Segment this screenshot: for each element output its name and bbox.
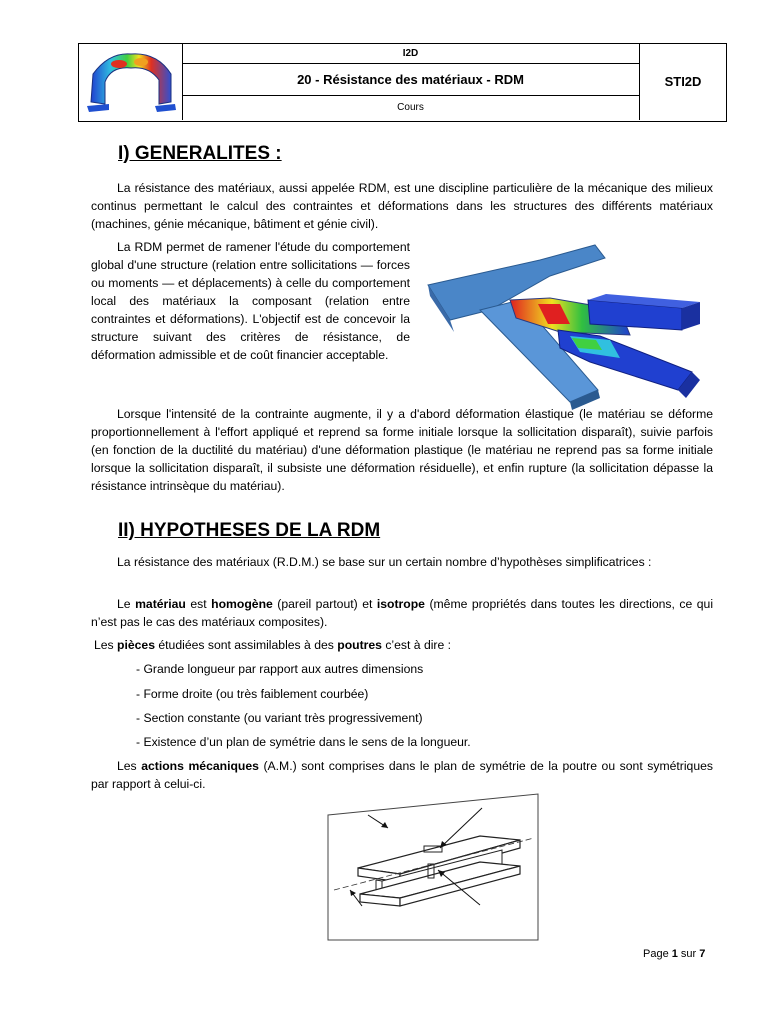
paragraph-mechanical-actions: Les actions mécaniques (A.M.) sont comprises dans le plan de symétrie de la poutre ou sont symétriques par rapport à celui-ci.: [91, 759, 713, 791]
level-label: STI2D: [664, 74, 702, 89]
fea-beam-figure: [420, 240, 715, 410]
header-table: [78, 43, 727, 122]
document-type: Cours: [397, 102, 424, 113]
header-category: I2D: [182, 44, 639, 64]
list-item: - Forme droite (ou très faiblement courbée): [136, 687, 369, 701]
fea-logo-icon: [79, 44, 183, 120]
list-item: - Section constante (ou variant très progressivement): [136, 711, 423, 725]
document-title: 20 - Résistance des matériaux - RDM: [182, 64, 639, 96]
paragraph-hypotheses-intro: La résistance des matériaux (R.D.M.) se base sur un certain nombre d’hypothèses simplificatrices :: [117, 555, 652, 569]
header-middle: [182, 44, 640, 120]
paragraph-intro: La résistance des matériaux, aussi appelée RDM, est une discipline particulière de la mécanique des milieux continus permettant le calcul des contraintes et déformations dans les structures des différents matériaux (machines, génie mécanique, bâtiment et génie civil).: [91, 181, 713, 231]
list-item: - Existence d’un plan de symétrie dans le sens de la longueur.: [136, 735, 471, 749]
paragraph-parts-hypothesis: Les pièces étudiées sont assimilables à des poutres c’est à dire :: [94, 638, 452, 652]
page-number: Page 1 sur 7: [643, 948, 706, 960]
list-item: - Grande longueur par rapport aux autres dimensions: [136, 662, 424, 676]
section-2-title: II) HYPOTHESES DE LA RDM: [118, 520, 381, 541]
paragraph-deformation: Lorsque l'intensité de la contrainte augmente, il y a d'abord déformation élastique (le matériau se déforme proportionnellement à l'effort appliqué et reprend sa forme initiale lorsque la sollicitation disparaît), suivie parfois (en fonction de la ductilité du matériau) d'une déformation plastique (le matériau ne reprend pas sa forme initiale lorsque la sollicitation disparaît, il subsiste une déformation résiduelle), et enfin rupture (la sollicitation dépasse la résistance intrinsèque du matériau).: [91, 407, 713, 493]
paragraph-material-hypothesis: Le matériau est homogène (pareil partout) et isotrope (même propriétés dans toutes les directions, ce qui n’est pas le cas des matériaux composites).: [91, 597, 714, 629]
paragraph-rdm-purpose: La RDM permet de ramener l'étude du comportement global d'une structure (relation entre sollicitations — forces ou moments — et déplacements) à celle du comportement local des matériaux la composant (relation entre contraintes et déformations). L'objectif est de concevoir la structure suivant des critères de résistance, de déformation admissible et de coût financier acceptable.: [91, 240, 410, 362]
section-1-title: I) GENERALITES :: [118, 143, 282, 164]
ibeam-symmetry-plane-figure: [320, 790, 545, 945]
